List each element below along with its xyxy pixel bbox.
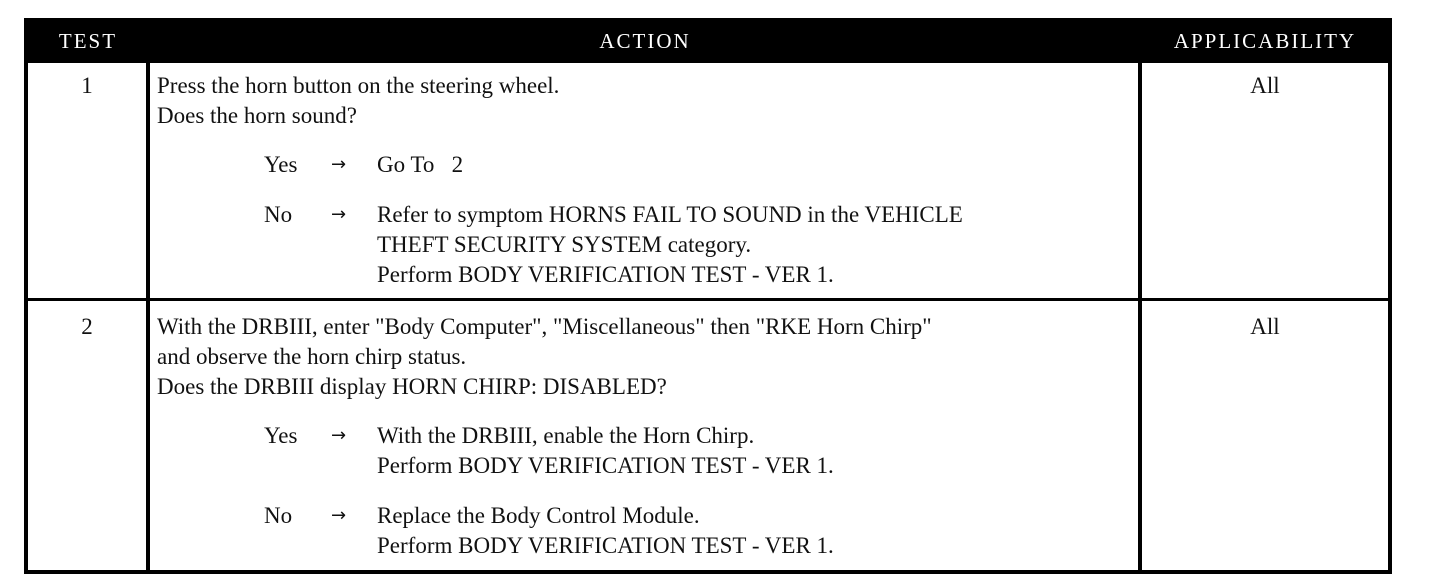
row-1-no-action-line-1: Refer to symptom HORNS FAIL TO SOUND in the VEHICLE	[377, 202, 963, 227]
row-2-no-action-line-1: Replace the Body Control Module.	[377, 503, 700, 528]
test-number-1: 1	[81, 73, 93, 98]
row-2-applicability: All	[1250, 314, 1280, 339]
column-divider-test-action	[146, 61, 150, 570]
row-1-no-action-line-3: Perform BODY VERIFICATION TEST - VER 1.	[377, 262, 834, 287]
row-1-no-arrow-icon: →	[331, 204, 347, 225]
diagnostic-test-table	[24, 18, 1392, 574]
row-2-yes-arrow-icon: →	[331, 425, 347, 446]
row-1-no-label: No	[264, 202, 293, 227]
row-2-question-line-3: Does the DRBIII display HORN CHIRP: DISABLED?	[157, 374, 667, 399]
header-action: ACTION	[599, 29, 691, 53]
row-1-question-line-1: Press the horn button on the steering wheel.	[157, 73, 560, 98]
row-2-question-line-2: and observe the horn chirp status.	[157, 344, 467, 369]
header-applicability: APPLICABILITY	[1173, 29, 1357, 53]
header-divider	[28, 61, 1388, 63]
test-number-2: 2	[81, 314, 93, 339]
row-2-yes-action-line-1: With the DRBIII, enable the Horn Chirp.	[377, 423, 755, 448]
row-2-no-arrow-icon: →	[331, 505, 347, 526]
table-header	[28, 22, 1388, 61]
row-2-yes-label: Yes	[264, 423, 298, 448]
row-1-no-action-line-2: THEFT SECURITY SYSTEM category.	[377, 232, 752, 257]
header-test: TEST	[58, 29, 118, 53]
row-1-applicability: All	[1250, 73, 1280, 98]
row-1-yes-action: Go To 2	[377, 152, 464, 177]
row-2-no-action-line-2: Perform BODY VERIFICATION TEST - VER 1.	[377, 533, 834, 558]
row-divider	[28, 298, 1388, 301]
row-1-yes-arrow-icon: →	[331, 154, 347, 175]
row-2-yes-action-line-2: Perform BODY VERIFICATION TEST - VER 1.	[377, 453, 834, 478]
row-1-question-line-2: Does the horn sound?	[157, 103, 357, 128]
row-2-no-label: No	[264, 503, 293, 528]
row-1-yes-label: Yes	[264, 152, 298, 177]
row-2-question-line-1: With the DRBIII, enter "Body Computer", "Miscellaneous" then "RKE Horn Chirp"	[157, 314, 932, 339]
